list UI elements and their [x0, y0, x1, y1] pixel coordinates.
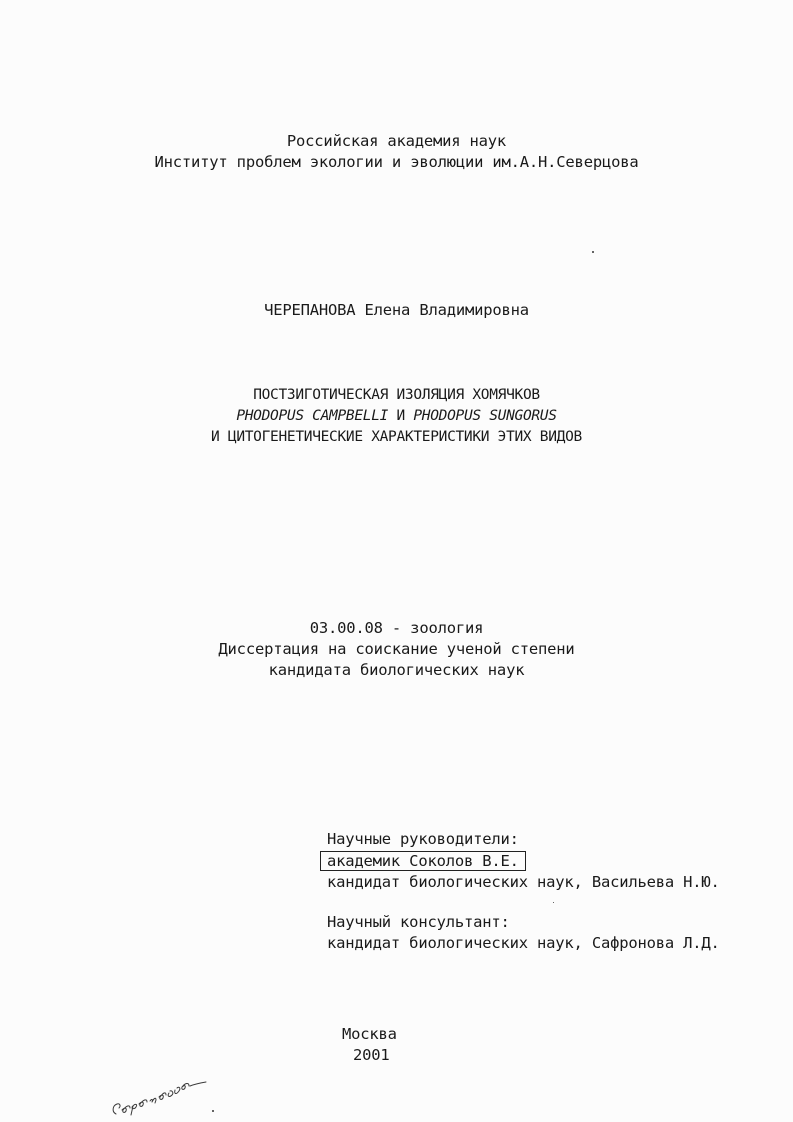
scan-speck — [592, 251, 594, 253]
consultant-person: кандидат биологических наук, Сафронова Л.Д. — [327, 934, 720, 952]
consultant-heading: Научный консультант: — [327, 913, 510, 931]
title-conjunction: И — [388, 408, 414, 424]
thesis-title-line-2 — [0, 406, 793, 426]
thesis-title-line-3: И ЦИТОГЕНЕТИЧЕСКИЕ ХАРАКТЕРИСТИКИ ЭТИХ ВИДОВ — [211, 429, 582, 445]
institute-name: Институт проблем экологии и эволюции им.А.Н.Северцова — [154, 153, 639, 171]
dissertation-label: Диссертация на соискание ученой степени — [218, 640, 575, 658]
academy-name: Российская академия наук — [286, 132, 507, 150]
scan-speck — [553, 902, 554, 903]
specialty-code: 03.00.08 - зоология — [309, 619, 484, 637]
supervisor-1 — [327, 851, 526, 871]
degree-label: кандидата биологических наук — [268, 661, 525, 679]
supervisors-heading: Научные руководители: — [327, 830, 519, 848]
thesis-title-line-1: ПОСТЗИГОТИЧЕСКАЯ ИЗОЛЯЦИЯ ХОМЯЧКОВ — [253, 387, 540, 403]
species-name-sungorus: PHODOPUS SUNGORUS — [413, 408, 557, 424]
handwritten-signature — [108, 1060, 238, 1120]
author-name: ЧЕРЕПАНОВА Елена Владимировна — [264, 301, 529, 319]
city: Москва — [342, 1025, 397, 1043]
supervisor-2: кандидат биологических наук, Васильева Н.Ю. — [327, 873, 720, 891]
year: 2001 — [353, 1046, 390, 1064]
supervisor-1-box: академик Соколов В.Е. — [320, 851, 526, 871]
species-name-campbelli: PHODOPUS CAMPBELLI — [236, 408, 389, 424]
